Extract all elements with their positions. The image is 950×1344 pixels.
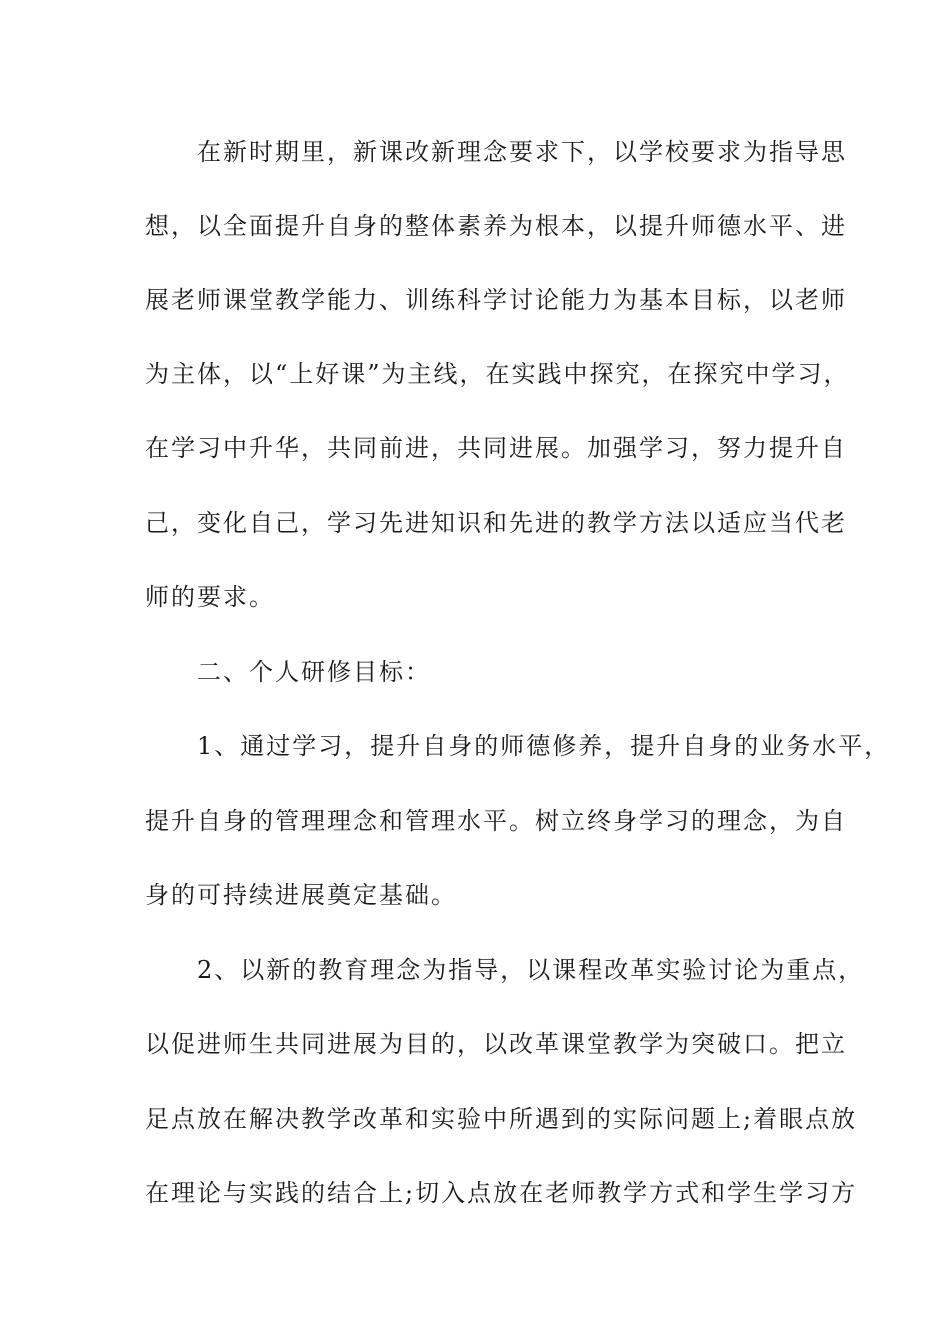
- section-heading: 二、个人研修目标：: [145, 658, 431, 686]
- text-line: 2、以新的教育理念为指导，以课程改革实验讨论为重点，: [145, 956, 865, 984]
- text-line: 为主体，以“上好课”为主线，在实践中探究，在探究中学习，: [145, 360, 850, 388]
- text-line: 足点放在解决教学改革和实验中所遇到的实际问题上;着眼点放: [145, 1105, 858, 1133]
- text-line: 想，以全面提升自身的整体素养为根本，以提升师德水平、进: [145, 212, 847, 240]
- text-line: 身的可持续进展奠定基础。: [145, 881, 457, 909]
- text-line: 在理论与实践的结合上;切入点放在老师教学方式和学生学习方: [145, 1179, 858, 1207]
- text-line: 提升自身的管理理念和管理水平。树立终身学习的理念，为自: [145, 807, 847, 835]
- text-line: 师的要求。: [145, 583, 275, 611]
- text-line: 1、通过学习，提升自身的师德修养，提升自身的业务水平，: [145, 732, 891, 760]
- text-line: 己，变化自己，学习先进知识和先进的教学方法以适应当代老: [145, 509, 847, 537]
- text-line: 在新时期里，新课改新理念要求下，以学校要求为指导思: [145, 138, 847, 166]
- text-line: 以促进师生共同进展为目的，以改革课堂教学为突破口。把立: [145, 1030, 847, 1058]
- text-line: 展老师课堂教学能力、训练科学讨论能力为基本目标，以老师: [145, 286, 847, 314]
- text-line: 在学习中升华，共同前进，共同进展。加强学习，努力提升自: [145, 434, 847, 462]
